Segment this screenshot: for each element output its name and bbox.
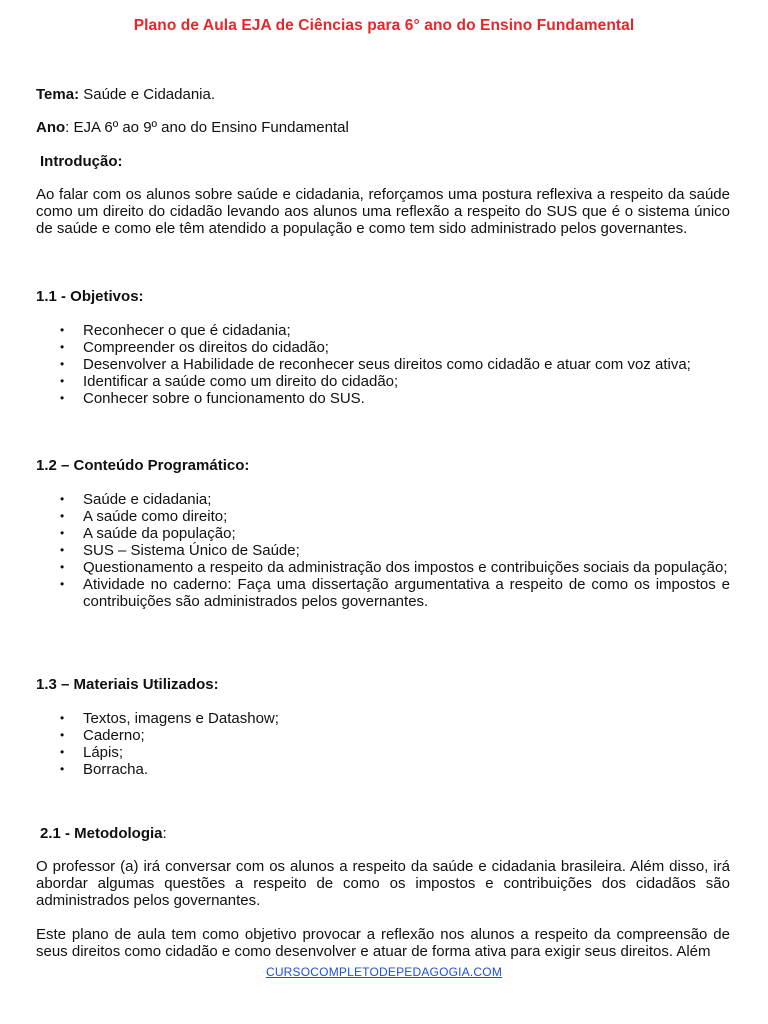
bullet-icon: • bbox=[60, 509, 65, 523]
metodologia-heading: 2.1 - Metodologia bbox=[40, 825, 163, 842]
bullet-icon: • bbox=[60, 526, 65, 540]
list-item: • A saúde da população; bbox=[60, 525, 236, 542]
metodologia-heading-colon: : bbox=[162, 825, 167, 842]
bullet-icon: • bbox=[60, 711, 65, 725]
list-item: • Conhecer sobre o funcionamento do SUS. bbox=[60, 390, 365, 407]
objetivos-list bbox=[36, 322, 730, 407]
introducao-paragraph: Ao falar com os alunos sobre saúde e cidadania, reforçamos uma postura reflexiva a respeito da saúde como um direito do cidadão levando aos alunos uma reflexão a respeito do SUS que é o sistema único de saúde e como ele têm atendido a população e como tem sido administrado pelos governantes. bbox=[36, 186, 730, 237]
metodologia-paragraph-2: Este plano de aula tem como objetivo provocar a reflexão nos alunos a respeito da compreensão de seus direitos como cidadão e como desenvolver e atuar de forma ativa para exigir seus direitos. Além bbox=[36, 926, 730, 960]
list-item: • Desenvolver a Habilidade de reconhecer seus direitos como cidadão e atuar com voz ativa; bbox=[60, 356, 691, 373]
bullet-icon: • bbox=[60, 391, 65, 405]
list-item: • Lápis; bbox=[60, 744, 124, 761]
ano-value: : EJA 6º ao 9º ano do Ensino Fundamental bbox=[65, 119, 349, 136]
footer-website-link[interactable]: CURSOCOMPLETODEPEDAGOGIA.COM bbox=[265, 965, 503, 979]
tema-label: Tema: bbox=[36, 86, 80, 103]
bullet-icon: • bbox=[60, 577, 65, 591]
bullet-icon: • bbox=[60, 745, 65, 759]
list-item: • A saúde como direito; bbox=[60, 508, 228, 525]
list-item: • Questionamento a respeito da administração dos impostos e contribuições sociais da população; bbox=[60, 559, 728, 576]
list-item: • Reconhecer o que é cidadania; bbox=[60, 322, 291, 339]
list-item: • Saúde e cidadania; bbox=[60, 491, 212, 508]
bullet-icon: • bbox=[60, 340, 65, 354]
bullet-icon: • bbox=[60, 560, 65, 574]
list-item: • Textos, imagens e Datashow; bbox=[60, 710, 279, 727]
bullet-icon: • bbox=[60, 492, 65, 506]
bullet-icon: • bbox=[60, 374, 65, 388]
materiais-heading: 1.3 – Materiais Utilizados: bbox=[36, 676, 219, 693]
bullet-icon: • bbox=[60, 762, 65, 776]
ano-label: Ano bbox=[36, 119, 66, 136]
materiais-list bbox=[36, 710, 730, 778]
document-title: Plano de Aula EJA de Ciências para 6° ano do Ensino Fundamental bbox=[133, 17, 635, 34]
list-item: • SUS – Sistema Único de Saúde; bbox=[60, 542, 300, 559]
tema-value: Saúde e Cidadania. bbox=[79, 86, 216, 103]
conteudo-list bbox=[36, 491, 730, 610]
conteudo-heading: 1.2 – Conteúdo Programático: bbox=[36, 457, 250, 474]
bullet-icon: • bbox=[60, 543, 65, 557]
bullet-icon: • bbox=[60, 728, 65, 742]
list-item: • Atividade no caderno: Faça uma dissertação argumentativa a respeito de como os impostos e contribuições são administrados pelos governantes. bbox=[60, 576, 730, 610]
bullet-icon: • bbox=[60, 323, 65, 337]
metodologia-heading-line bbox=[40, 825, 730, 842]
tema-line bbox=[36, 86, 730, 103]
ano-line bbox=[36, 119, 730, 136]
objetivos-heading: 1.1 - Objetivos: bbox=[36, 288, 144, 305]
list-item: • Compreender os direitos do cidadão; bbox=[60, 339, 329, 356]
list-item: • Identificar a saúde como um direito do cidadão; bbox=[60, 373, 399, 390]
bullet-icon: • bbox=[60, 357, 65, 371]
metodologia-paragraph-1: O professor (a) irá conversar com os alunos a respeito da saúde e cidadania brasileira. Além disso, irá abordar algumas questões a respeito de como os impostos e contribuições dos cidadãos são administrados pelos governantes. bbox=[36, 858, 730, 909]
introducao-heading: Introdução: bbox=[40, 153, 123, 170]
list-item: • Borracha. bbox=[60, 761, 149, 778]
list-item: • Caderno; bbox=[60, 727, 145, 744]
